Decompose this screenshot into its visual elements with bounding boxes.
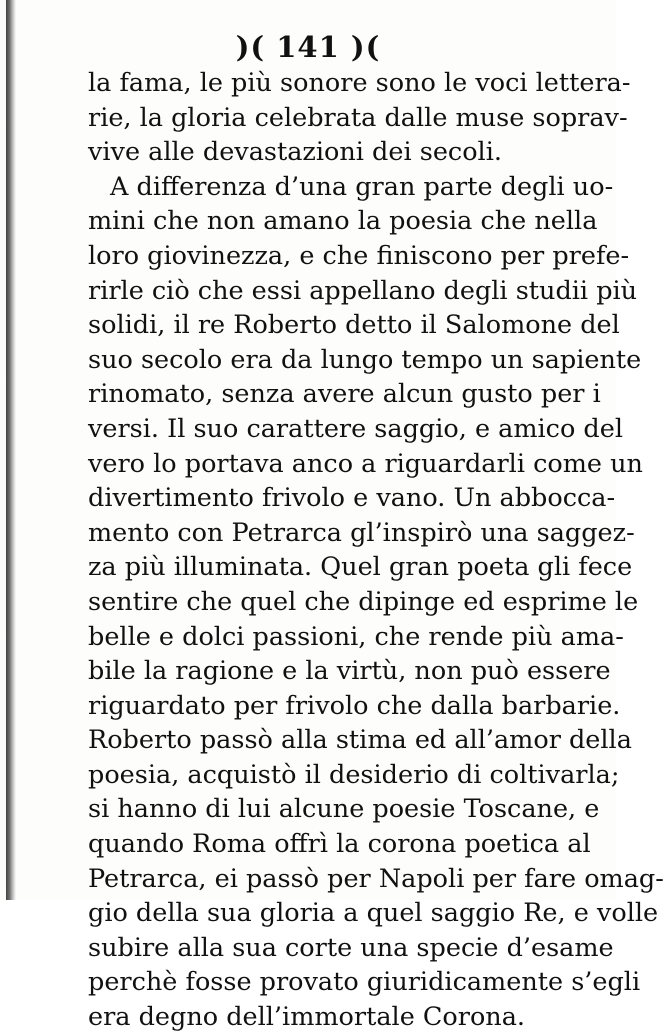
text-line: belle e dolci passioni, che rende più ama- <box>88 621 624 652</box>
binding-edge <box>6 0 16 900</box>
text-line: poesia, acquistò il desiderio di coltivarla; <box>88 759 620 790</box>
text-line: era degno dell’immortale Corona. <box>88 1002 526 1033</box>
text-line: sentire che quel che dipinge ed esprime le <box>88 586 639 617</box>
text-line: A differenza d’una gran parte degli uo- <box>110 171 614 202</box>
text-line: riguardato per frivolo che dalla barbarie. <box>88 690 621 721</box>
body-text <box>88 66 664 1035</box>
text-line: rinomato, senza avere alcun gusto per i <box>88 379 601 410</box>
text-line: Petrarca, ei passò per Napoli per fare omag- <box>88 863 664 894</box>
text-line: vive alle devastazioni dei secoli. <box>88 137 502 168</box>
text-line: si hanno di lui alcune poesie Toscane, e <box>88 794 600 825</box>
text-line: loro giovinezza, e che finiscono per prefe- <box>88 240 630 271</box>
page-number: )( 141 )( <box>235 30 381 64</box>
text-line: mini che non amano la poesia che nella <box>88 206 598 237</box>
text-line: suo secolo era da lungo tempo un sapiente <box>88 344 642 375</box>
text-line: bile la ragione e la virtù, non può essere <box>88 656 611 687</box>
text-line: solidi, il re Roberto detto il Salomone del <box>88 310 620 341</box>
text-line: gio della sua gloria a quel saggio Re, e volle <box>88 898 659 929</box>
text-line: vero lo portava anco a riguardarli come un <box>88 448 643 479</box>
text-line: versi. Il suo carattere saggio, e amico del <box>88 413 623 444</box>
text-line: quando Roma offrì la corona poetica al <box>88 829 591 860</box>
text-line: rirle ciò che essi appellano degli studii più <box>88 275 638 306</box>
text-line: la fama, le più sonore sono le voci lettera- <box>88 68 631 98</box>
text-line: mento con Petrarca gl’inspirò una saggez- <box>88 517 635 548</box>
text-line: divertimento frivolo e vano. Un abbocca- <box>88 483 616 514</box>
text-line: Roberto passò alla stima ed all’amor della <box>88 725 632 756</box>
text-line: perchè fosse provato giuridicamente s’egli <box>88 967 641 998</box>
text-line: za più illuminata. Quel gran poeta gli fece <box>88 552 633 583</box>
text-line: rie, la gloria celebrata dalle muse soprav- <box>88 102 628 133</box>
text-line: subire alla sua corte una specie d’esame <box>88 932 614 963</box>
